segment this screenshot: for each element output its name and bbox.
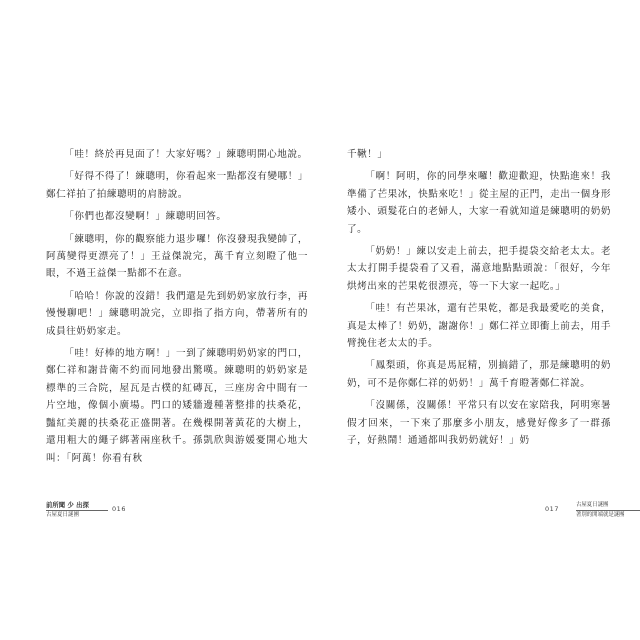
- left-page: [46, 146, 308, 472]
- paragraph: 「啊！阿明，你的同學來囉！歡迎歡迎，快點進來！我準備了芒果冰，快點來吃！」從主屋的正門，走出一個身形矮小、頭髮花白的老婦人，大家一看就知道是練聰明的奶奶了。: [347, 171, 611, 235]
- page-number-right: 017: [545, 505, 559, 513]
- footer-rule: [46, 510, 108, 511]
- paragraph: 「哈哈！你說的沒錯！我們還是先到奶奶家放行李，再慢慢聊吧！」練聰明說完，立即指了指方向，帶著所有的成員往奶奶家走。: [46, 290, 308, 337]
- chapter-subtitle: 著別的開端就是謎團: [576, 512, 625, 518]
- continued-text: 千鞦！」: [347, 149, 388, 160]
- footer-rule: [576, 510, 640, 511]
- paragraph: 「好得不得了！練聰明，你看起來一點都沒有變哪！」鄭仁祥拍了拍練聰明的肩膀說。: [46, 171, 308, 200]
- paragraph: 「鳳梨頭，你真是馬屁精，別搞錯了，那是練聰明的奶奶，可不是你鄭仁祥的奶奶！」萬千育瞪著鄭仁祥說。: [347, 360, 611, 389]
- paragraph: 「哇！有芒果冰，還有芒果乾，都是我最愛吃的美食，真是太棒了！奶奶，謝謝你！」鄭仁祥立即衝上前去，用手臂挽住老太太的手。: [347, 303, 611, 350]
- paragraph: 「哇！終於再見面了！大家好嗎？」練聰明開心地說。: [64, 149, 308, 160]
- paragraph: 「奶奶！」練以安走上前去，把手提袋交給老太太。老太太打開手提袋看了又看，滿意地點點頭說：「很好，今年烘烤出來的芒果乾很漂亮，等一下大家一起吃。」: [347, 246, 611, 292]
- paragraph: 「哇！好棒的地方啊！」一到了練聰明奶奶家的門口，鄭仁祥和謝昔衛不約而同地發出驚嘆。練聰明的奶奶家是標準的三合院，屋瓦是古樸的紅磚瓦，三座房舍中間有一片空地，像個小廣場。門口的矮牆邊種著整排的扶桑花，豔紅美麗的扶桑花正盛開著。在幾棵開著黃花的大樹上，還用粗大的繩子綁著兩座秋千。孫凱欣與游媛憂開心地大叫：「阿萬！你看有秋: [46, 348, 308, 464]
- paragraph: 「沒關係，沒關係！平常只有以安在家陪我，阿明寒暑假才回來，一下來了那麼多小朋友，感覺好像多了一群孫子，好熱鬧！通通都叫我奶奶就好！」奶: [347, 400, 611, 447]
- page-number-left: 016: [112, 505, 126, 513]
- book-subtitle: 古屋夏日謎團: [46, 512, 79, 518]
- left-footer-series-title: [46, 502, 108, 520]
- paragraph: 「練聰明，你的觀察能力退步囉！你沒發現我變帥了，阿萬變得更漂亮了！」王益傑說完，萬千育立刻瞪了他一眼，不過王益傑一點都不在意。: [46, 233, 308, 280]
- paragraph: 「你們也都沒變啊！」練聰明回答。: [64, 211, 227, 223]
- right-page: [347, 146, 611, 455]
- series-title: 前所聞 少 出探: [46, 502, 89, 509]
- chapter-title: 古屋夏日謎團: [576, 502, 609, 508]
- right-footer-chapter-title: [576, 502, 640, 520]
